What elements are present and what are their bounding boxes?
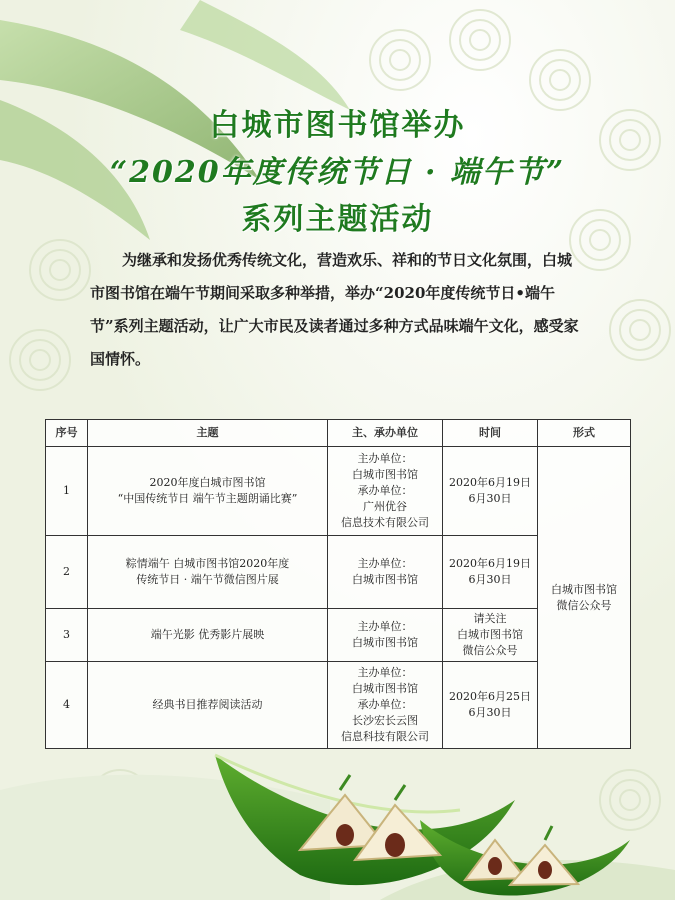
org-line: 信息技术有限公司	[341, 516, 429, 529]
row-topic	[88, 609, 328, 662]
row-time	[443, 662, 538, 749]
form-line: 白城市图书馆	[551, 582, 617, 596]
row-org	[328, 447, 443, 536]
title-line-1: 白城市图书馆举办	[209, 108, 466, 143]
row-org	[328, 662, 443, 749]
org-line: 白城市图书馆	[352, 573, 418, 586]
topic-line: “中国传统节日 端午节主题朗诵比赛”	[117, 492, 298, 505]
topic-line: 传统节日 · 端午节微信图片展	[136, 573, 279, 586]
header-topic: 主题	[88, 420, 328, 447]
org-line: 白城市图书馆	[352, 468, 418, 481]
time-line: 6月30日	[468, 573, 512, 586]
row-org	[328, 609, 443, 662]
time-line: 请关注	[473, 612, 507, 625]
org-line: 主办单位：	[357, 666, 413, 679]
row-number: 2	[46, 536, 88, 609]
topic-line: 粽情端午 白城市图书馆2020年度	[125, 557, 290, 570]
time-line: 6月30日	[468, 706, 512, 719]
header-no: 序号	[46, 420, 88, 447]
header-org: 主、承办单位	[328, 420, 443, 447]
table-row	[46, 447, 631, 536]
org-line: 主办单位：	[357, 557, 413, 570]
row-number: 3	[46, 609, 88, 662]
org-line: 主办单位：	[357, 620, 413, 633]
row-number: 1	[46, 447, 88, 536]
row-time	[443, 609, 538, 662]
org-line: 承办单位：	[357, 484, 413, 497]
row-time	[443, 536, 538, 609]
intro-paragraph: 为继承和发扬优秀传统文化，营造欢乐、祥和的节日文化氛围，白城市图书馆在端午节期间采取多种举措，举办“2020年度传统节日•端午节”系列主题活动，让广大市民及读者通过多种方式品味端午文化，感受家国情怀。	[90, 251, 579, 368]
time-line: 微信公众号	[462, 644, 518, 657]
row-org	[328, 536, 443, 609]
row-topic	[88, 536, 328, 609]
topic-line: 经典书目推荐阅读活动	[152, 698, 263, 711]
title-line-2: “2020年度传统节日 · 端午节”	[109, 155, 566, 190]
topic-line: 2020年度白城市图书馆	[149, 476, 266, 489]
topic-line: 端午光影 优秀影片展映	[150, 628, 265, 641]
org-line: 长沙宏长云图	[352, 714, 418, 727]
form-line: 微信公众号	[556, 598, 612, 612]
time-line: 2020年6月19日	[449, 476, 531, 489]
org-line: 主办单位：	[357, 452, 413, 465]
row-time	[443, 447, 538, 536]
org-line: 白城市图书馆	[352, 636, 418, 649]
org-line: 白城市图书馆	[352, 682, 418, 695]
org-line: 广州优谷	[363, 500, 407, 513]
row-number: 4	[46, 662, 88, 749]
table-header-row	[46, 420, 631, 447]
title-line-3: 系列主题活动	[241, 202, 434, 237]
form-cell	[538, 447, 631, 749]
time-line: 2020年6月25日	[449, 690, 531, 703]
row-topic	[88, 447, 328, 536]
header-form: 形式	[538, 420, 631, 447]
org-line: 承办单位：	[357, 698, 413, 711]
header-time: 时间	[443, 420, 538, 447]
time-line: 白城市图书馆	[457, 628, 523, 641]
row-topic	[88, 662, 328, 749]
org-line: 信息科技有限公司	[341, 730, 429, 743]
events-table	[45, 419, 631, 749]
time-line: 6月30日	[468, 492, 512, 505]
time-line: 2020年6月19日	[449, 557, 531, 570]
